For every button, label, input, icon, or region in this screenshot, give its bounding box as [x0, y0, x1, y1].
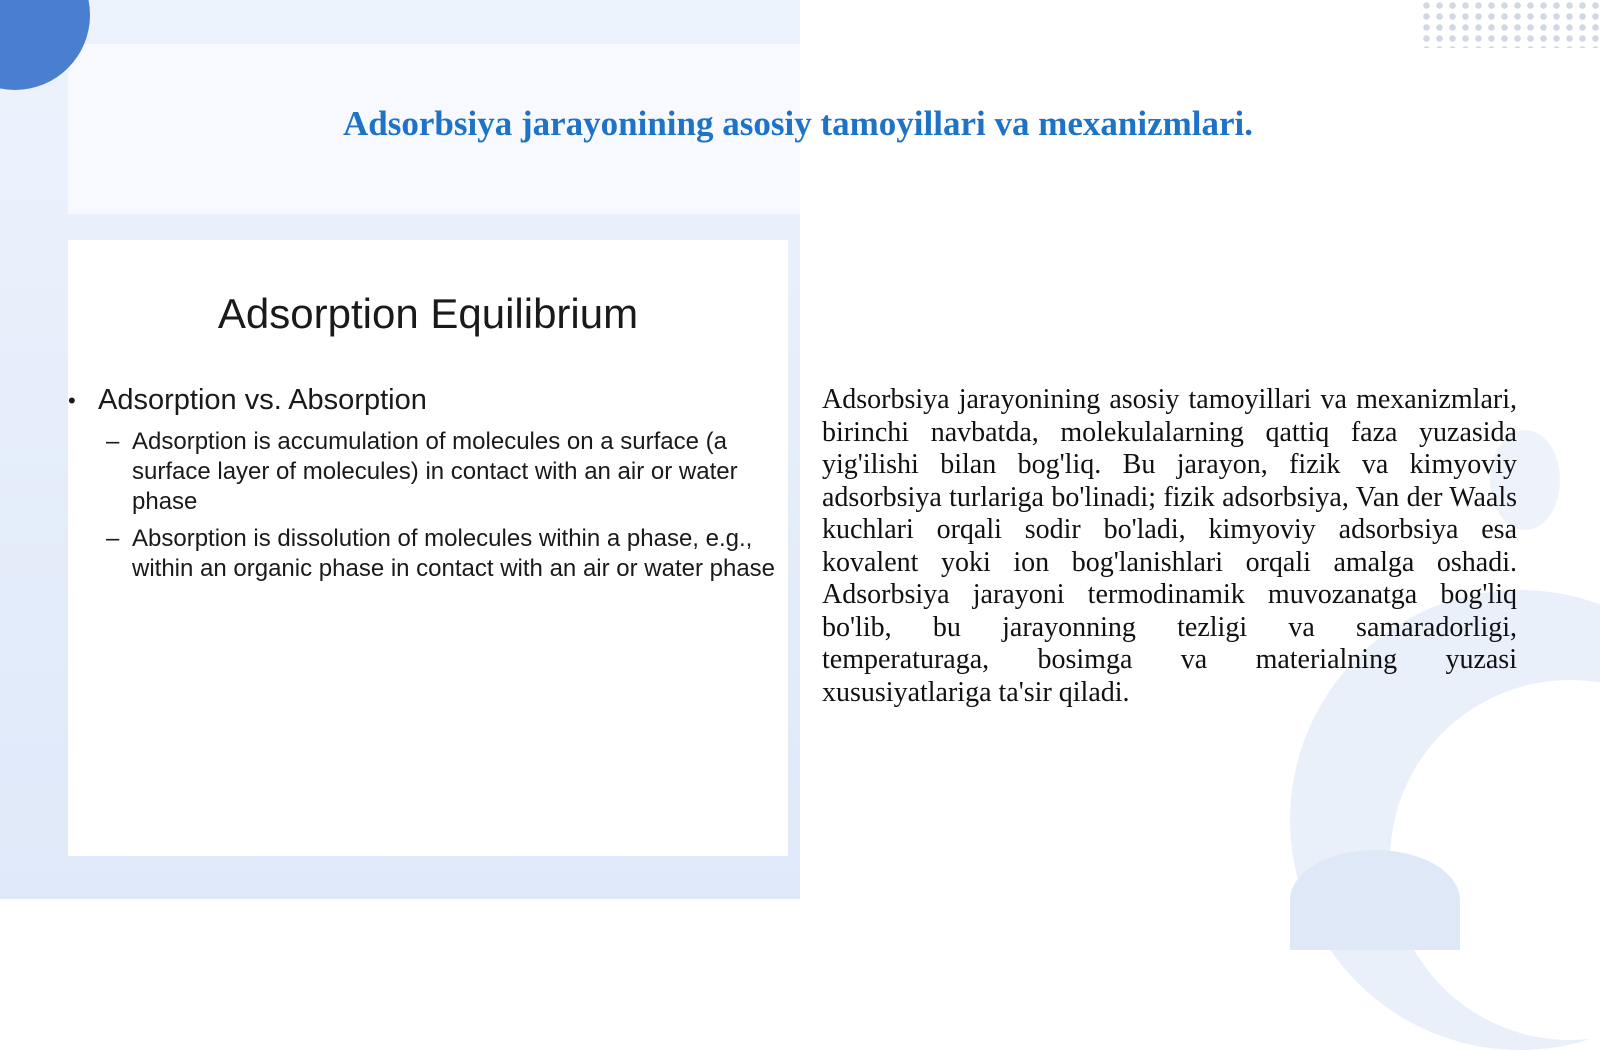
- body-paragraph: Adsorbsiya jarayonining asosiy tamoyillari va mexanizmlari, birinchi navbatda, molekulalarning qattiq faza yuzasida yig'ilishi bilan bog'liq. Bu jarayon, fizik va kimyoviy adsorbsiya turlariga bo'linadi; fizik adsorbsiya, Van der Waals kuchlari orqali sodir bo'ladi, kimyoviy adsorbsiya esa kovalent yoki ion bog'lanishlari orqali amalga oshadi. Adsorbsiya jarayoni termodinamik muvozanatga bog'liq bo'lib, bu jarayonning tezligi va samaradorligi, temperaturaga, bosimga va materialning yuzasi xususiyatlariga ta'sir qiladi.: [822, 384, 1517, 708]
- dot-grid-decoration: [1420, 0, 1600, 48]
- sub-bullet-text: Adsorption is accumulation of molecules on a surface (a surface layer of molecules) in contact with an air or water phase: [132, 428, 738, 515]
- slide-title: Adsorbsiya jarayonining asosiy tamoyillari va mexanizmlari.: [343, 104, 1253, 143]
- bullet-marker: •: [68, 388, 76, 413]
- bottom-arc-decoration: [1290, 850, 1460, 950]
- sub-bullet-text: Absorption is dissolution of molecules within a phase, e.g., within an organic phase in contact with an air or water phase: [132, 525, 776, 582]
- list-item: [106, 427, 786, 517]
- image-sub-bullet-list: [106, 427, 786, 591]
- embedded-slide-image: [68, 240, 788, 856]
- dash-marker: –: [106, 428, 120, 455]
- image-main-bullet-text: Adsorption vs. Absorption: [98, 384, 427, 416]
- list-item: [106, 524, 786, 584]
- dash-marker: –: [106, 525, 120, 552]
- image-heading: Adsorption Equilibrium: [217, 290, 639, 337]
- image-main-bullet: [68, 384, 788, 418]
